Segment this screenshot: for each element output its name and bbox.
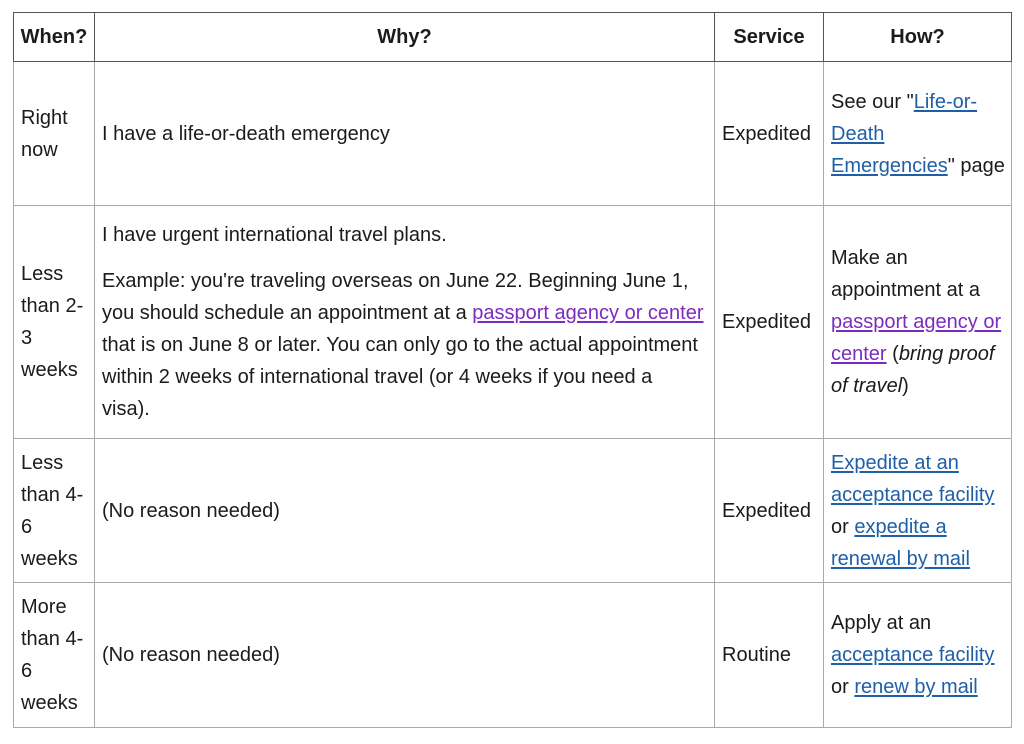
how-cell [824,583,1012,728]
when-cell: Right now [14,62,95,206]
header-how: How? [824,13,1012,62]
how-cell [824,206,1012,439]
expedite-acceptance-facility-link[interactable]: Expedite at an acceptance facility [831,451,995,506]
how-text: Apply at an [831,612,932,634]
table-row [14,62,1012,206]
table-row [14,583,1012,728]
service-cell: Routine [715,583,824,728]
how-text: ( [886,343,899,365]
how-text: Make an appointment at a [831,247,980,301]
how-cell [824,439,1012,583]
how-cell [824,62,1012,206]
how-text: ) [902,375,909,397]
why-cell: I have a life-or-death emergency [95,62,715,206]
service-cell: Expedited [715,206,824,439]
why-cell [95,206,715,439]
passport-agency-or-center-link[interactable]: passport agency or center [831,311,1002,365]
how-text: or [831,676,855,698]
header-service: Service [715,13,824,62]
service-cell: Expedited [715,439,824,583]
renew-by-mail-link[interactable]: renew by mail [854,676,978,698]
service-cell: Expedited [715,62,824,206]
when-cell: More than 4-6 weeks [14,583,95,728]
expedite-renewal-by-mail-link[interactable]: expedite a renewal by mail [831,515,970,570]
how-italic-text: bring proof of travel [831,343,995,397]
example-text: that is on June 8 or later. You can only go to the actual appointment within 2 weeks of international travel (or 4 weeks if you need a visa). [102,334,698,420]
table-row [14,206,1012,439]
acceptance-facility-link[interactable]: acceptance facility [831,644,995,666]
why-summary: I have urgent international travel plans. [102,224,447,246]
table-header-row [14,13,1012,62]
why-cell: (No reason needed) [95,439,715,583]
life-or-death-emergencies-link[interactable]: Life-or-Death Emergencies [831,90,978,177]
passport-agency-or-center-link[interactable]: passport agency or center [472,302,704,324]
how-text: " page [947,154,1005,177]
how-text: or [831,515,855,538]
why-cell: (No reason needed) [95,583,715,728]
passport-timing-table [13,12,1012,728]
header-why: Why? [95,13,715,62]
when-cell: Less than 4-6 weeks [14,439,95,583]
example-text: Example: you're traveling overseas on June 22. Beginning June 1, you should schedule an appointment at a [102,270,689,324]
passport-timing-table-container [13,12,1012,728]
header-when: When? [14,13,95,62]
how-text: See our " [831,90,914,113]
when-cell: Less than 2-3 weeks [14,206,95,439]
table-row [14,439,1012,583]
why-example [102,265,704,425]
